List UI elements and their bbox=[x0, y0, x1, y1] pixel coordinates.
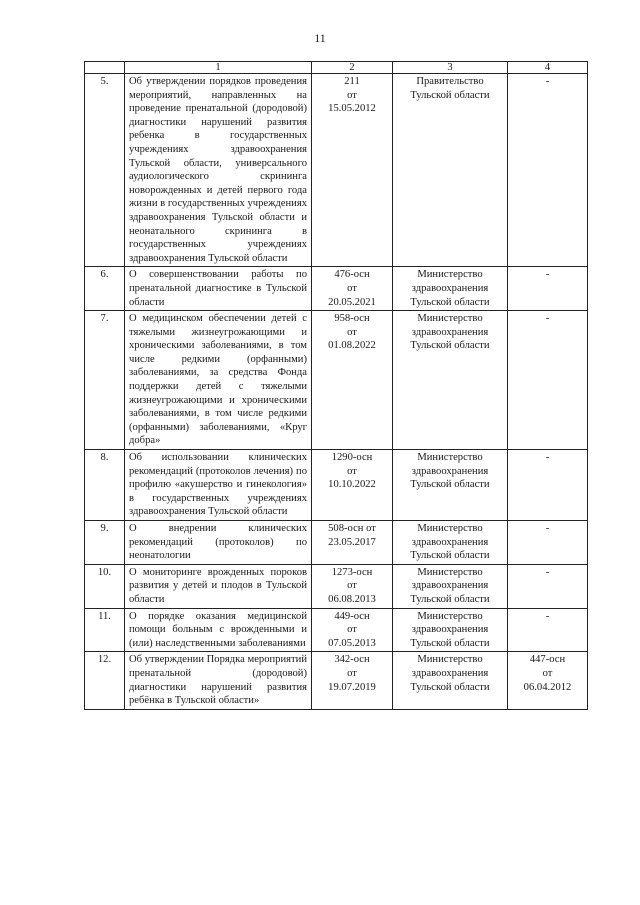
document-number-date: 1273-осн от 06.08.2013 bbox=[312, 564, 393, 608]
document-number-date: 508-осн от 23.05.2017 bbox=[312, 521, 393, 565]
document-column-4: 447-осн от 06.04.2012 bbox=[508, 652, 588, 709]
row-number: 5. bbox=[85, 74, 125, 267]
row-number: 6. bbox=[85, 267, 125, 311]
document-issuer: Министерство здравоохранения Тульской области bbox=[393, 311, 508, 450]
row-number: 8. bbox=[85, 450, 125, 521]
document-issuer: Министерство здравоохранения Тульской области bbox=[393, 521, 508, 565]
header-cell-num bbox=[85, 62, 125, 74]
document-issuer: Министерство здравоохранения Тульской области bbox=[393, 652, 508, 709]
row-number: 7. bbox=[85, 311, 125, 450]
document-number-date: 1290-осн от 10.10.2022 bbox=[312, 450, 393, 521]
documents-table bbox=[84, 61, 588, 710]
page-number: 11 bbox=[314, 31, 326, 45]
document-issuer: Правительство Тульской области bbox=[393, 74, 508, 267]
document-number-date: 476-осн от 20.05.2021 bbox=[312, 267, 393, 311]
table-row bbox=[85, 267, 588, 311]
document-title: О мониторинге врожденных пороков развития у детей и плодов в Тульской области bbox=[125, 564, 312, 608]
document-column-4: - bbox=[508, 267, 588, 311]
table-row bbox=[85, 608, 588, 652]
document-issuer: Министерство здравоохранения Тульской области bbox=[393, 267, 508, 311]
document-title: О совершенствовании работы по пренатальной диагностике в Тульской области bbox=[125, 267, 312, 311]
row-number: 9. bbox=[85, 521, 125, 565]
table-row bbox=[85, 564, 588, 608]
document-title: Об использовании клинических рекомендаций (протоколов лечения) по профилю «акушерство и гинекология» в государственных учреждениях здравоохранения Тульской области bbox=[125, 450, 312, 521]
header-cell-3: 3 bbox=[393, 62, 508, 74]
document-number-date: 211 от 15.05.2012 bbox=[312, 74, 393, 267]
document-number-date: 449-осн от 07.05.2013 bbox=[312, 608, 393, 652]
row-number: 12. bbox=[85, 652, 125, 709]
document-number-date: 342-осн от 19.07.2019 bbox=[312, 652, 393, 709]
document-title: О внедрении клинических рекомендаций (протоколов) по неонатологии bbox=[125, 521, 312, 565]
document-column-4: - bbox=[508, 608, 588, 652]
row-number: 11. bbox=[85, 608, 125, 652]
document-title: О медицинском обеспечении детей с тяжелыми жизнеугрожающими и хроническими заболеваниями, в том числе редкими (орфанными) заболеваниями, за средства Фонда поддержки детей с тяжелыми жизнеугрожающими и хроническими заболеваниями, в том числе редкими (орфанными) заболеваниями, «Круг добра» bbox=[125, 311, 312, 450]
document-issuer: Министерство здравоохранения Тульской области bbox=[393, 450, 508, 521]
document-number-date: 958-осн от 01.08.2022 bbox=[312, 311, 393, 450]
document-title: Об утверждении порядков проведения мероприятий, направленных на проведение пренатальной (дородовой) диагностики нарушений развития ребенка в государственных учреждениях здравоохранения Тульской области, универсального аудиологического скрининга новорожденных и детей первого года жизни в государственных учреждениях здравоохранения Тульской области и неонатального скрининга в государственных учреждениях здравоохранения Тульской области bbox=[125, 74, 312, 267]
table-row bbox=[85, 652, 588, 709]
document-issuer: Министерство здравоохранения Тульской области bbox=[393, 608, 508, 652]
table-header-row bbox=[85, 62, 588, 74]
document-title: Об утверждении Порядка мероприятий пренатальной (дородовой) диагностики нарушений развития ребёнка в Тульской области» bbox=[125, 652, 312, 709]
header-cell-1: 1 bbox=[125, 62, 312, 74]
table-row bbox=[85, 450, 588, 521]
document-column-4: - bbox=[508, 74, 588, 267]
header-cell-4: 4 bbox=[508, 62, 588, 74]
header-cell-2: 2 bbox=[312, 62, 393, 74]
document-column-4: - bbox=[508, 564, 588, 608]
document-column-4: - bbox=[508, 450, 588, 521]
table-row bbox=[85, 521, 588, 565]
table-row bbox=[85, 311, 588, 450]
document-issuer: Министерство здравоохранения Тульской области bbox=[393, 564, 508, 608]
row-number: 10. bbox=[85, 564, 125, 608]
document-column-4: - bbox=[508, 521, 588, 565]
document-title: О порядке оказания медицинской помощи больным с врожденными и (или) наследственными заболеваниями bbox=[125, 608, 312, 652]
table-row bbox=[85, 74, 588, 267]
document-column-4: - bbox=[508, 311, 588, 450]
